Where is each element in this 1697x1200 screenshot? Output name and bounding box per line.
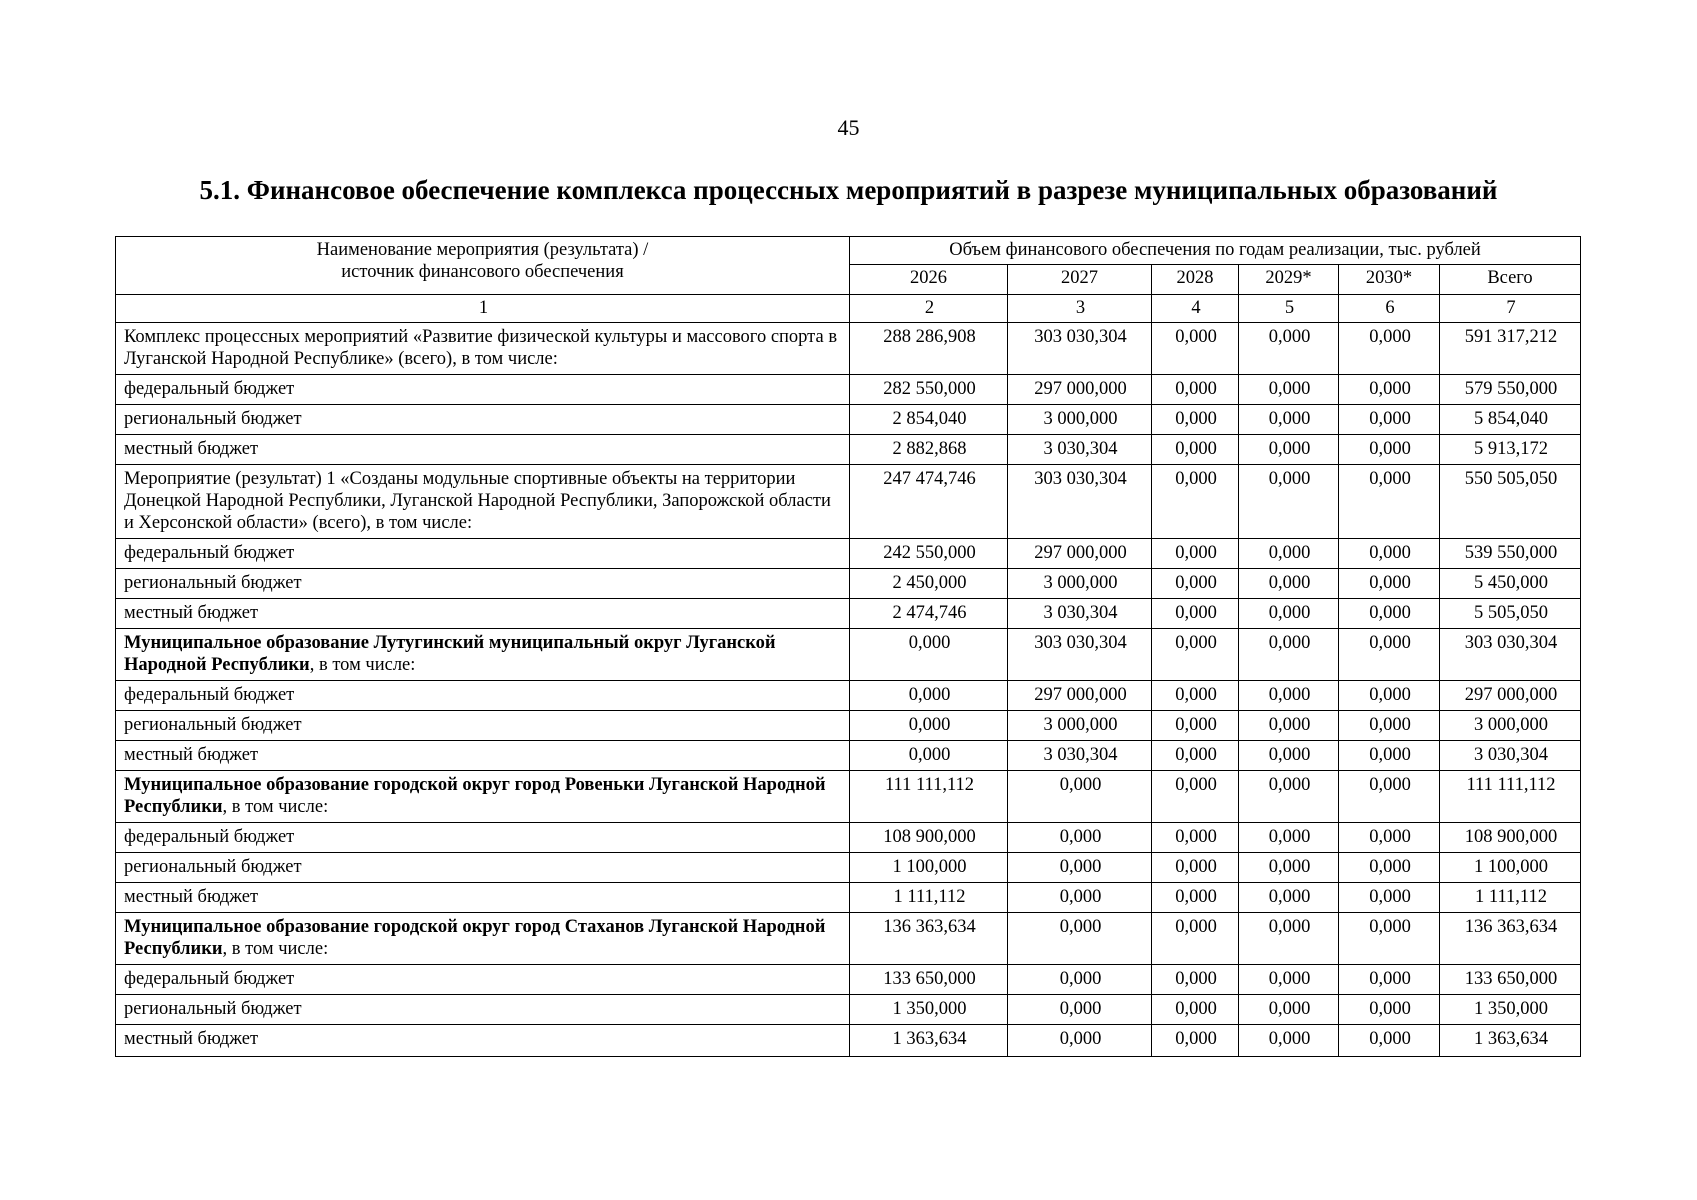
row-value: 3 000,000 [1008,405,1152,435]
row-value: 288 286,908 [850,323,1008,375]
row-value: 0,000 [1239,853,1339,883]
row-value: 0,000 [1152,965,1239,995]
row-name [116,965,850,995]
row-value: 0,000 [1152,569,1239,599]
table-row [116,323,1581,375]
row-total: 5 505,050 [1440,599,1581,629]
row-total: 1 363,634 [1440,1025,1581,1057]
row-value: 0,000 [1008,771,1152,823]
row-value: 3 030,304 [1008,599,1152,629]
row-value: 0,000 [1339,539,1440,569]
row-value: 0,000 [1239,629,1339,681]
row-name-text: , в том числе: [222,939,329,959]
row-name-bold: Муниципальное образование городской округ город Ровеньки Луганской Народной Республики [124,775,826,817]
row-value: 3 030,304 [1008,741,1152,771]
row-value: 0,000 [1239,913,1339,965]
row-value: 0,000 [1239,1025,1339,1057]
row-name [116,741,850,771]
row-total: 133 650,000 [1440,965,1581,995]
row-value: 0,000 [1152,539,1239,569]
header-volume: Объем финансового обеспечения по годам реализации, тыс. рублей [850,237,1581,265]
row-value: 133 650,000 [850,965,1008,995]
row-value: 2 882,868 [850,435,1008,465]
row-value: 0,000 [1152,1025,1239,1057]
row-total: 1 111,112 [1440,883,1581,913]
row-value: 0,000 [1339,771,1440,823]
row-name-text: федеральный бюджет [124,543,295,563]
row-value: 0,000 [1339,629,1440,681]
row-value: 3 000,000 [1008,569,1152,599]
row-value: 303 030,304 [1008,465,1152,539]
row-value: 0,000 [1239,465,1339,539]
row-value: 0,000 [1152,913,1239,965]
row-value: 0,000 [1339,965,1440,995]
row-total: 1 350,000 [1440,995,1581,1025]
row-value: 0,000 [1239,995,1339,1025]
column-index: 4 [1152,295,1239,323]
row-name-text: местный бюджет [124,1029,259,1049]
table-row [116,883,1581,913]
table-row [116,965,1581,995]
row-value: 0,000 [1008,965,1152,995]
row-name-text: региональный бюджет [124,573,302,593]
row-value: 0,000 [1239,405,1339,435]
row-name [116,539,850,569]
row-value: 0,000 [1152,681,1239,711]
row-value: 3 000,000 [1008,711,1152,741]
row-value: 297 000,000 [1008,375,1152,405]
row-name [116,599,850,629]
row-value: 0,000 [1339,711,1440,741]
row-value: 2 450,000 [850,569,1008,599]
row-value: 0,000 [1152,995,1239,1025]
row-value: 0,000 [1339,681,1440,711]
row-name-text: региональный бюджет [124,715,302,735]
row-value: 0,000 [1008,853,1152,883]
row-value: 0,000 [1008,913,1152,965]
column-index: 6 [1339,295,1440,323]
row-value: 303 030,304 [1008,323,1152,375]
row-name [116,995,850,1025]
row-name-bold: Муниципальное образование городской округ город Стаханов Луганской Народной Республики [124,917,826,959]
row-value: 0,000 [1239,823,1339,853]
row-total: 539 550,000 [1440,539,1581,569]
row-total: 579 550,000 [1440,375,1581,405]
column-index: 2 [850,295,1008,323]
financing-table [115,236,1581,1057]
table-row [116,405,1581,435]
row-total: 3 030,304 [1440,741,1581,771]
row-name-text: федеральный бюджет [124,685,295,705]
row-name [116,681,850,711]
table-row [116,435,1581,465]
header-name-line2: источник финансового обеспечения [341,262,624,282]
row-value: 0,000 [1339,995,1440,1025]
row-value: 0,000 [1239,771,1339,823]
row-value: 0,000 [1339,913,1440,965]
row-value: 1 363,634 [850,1025,1008,1057]
row-name-text: местный бюджет [124,745,259,765]
table-row [116,375,1581,405]
row-total: 1 100,000 [1440,853,1581,883]
row-total: 5 854,040 [1440,405,1581,435]
row-value: 0,000 [1239,569,1339,599]
row-value: 0,000 [1339,1025,1440,1057]
row-name [116,405,850,435]
row-total: 5 913,172 [1440,435,1581,465]
row-value: 0,000 [1339,405,1440,435]
row-name [116,323,850,375]
table-row [116,995,1581,1025]
row-value: 0,000 [1152,883,1239,913]
row-value: 0,000 [1239,681,1339,711]
row-value: 0,000 [850,681,1008,711]
row-name-text: местный бюджет [124,887,259,907]
row-value: 242 550,000 [850,539,1008,569]
header-name-column [116,237,850,295]
table-row [116,711,1581,741]
page-title: 5.1. Финансовое обеспечение комплекса процессных мероприятий в разрезе муниципальных образований [199,175,1498,205]
row-value: 0,000 [1152,375,1239,405]
table-row [116,741,1581,771]
row-value: 2 854,040 [850,405,1008,435]
row-value: 1 100,000 [850,853,1008,883]
row-name [116,1025,850,1057]
row-name [116,853,850,883]
row-name [116,435,850,465]
row-value: 1 350,000 [850,995,1008,1025]
row-value: 0,000 [1239,599,1339,629]
row-name-text: Комплекс процессных мероприятий «Развитие физической культуры и массового спорта в Луганской Народной Республике» (всего), в том числе: [124,327,838,369]
row-name [116,711,850,741]
row-value: 0,000 [1239,883,1339,913]
column-index: 3 [1008,295,1152,323]
table-row [116,853,1581,883]
row-value: 136 363,634 [850,913,1008,965]
row-name [116,823,850,853]
row-value: 111 111,112 [850,771,1008,823]
row-value: 0,000 [1152,741,1239,771]
row-value: 0,000 [850,741,1008,771]
row-value: 0,000 [850,629,1008,681]
row-name-text: федеральный бюджет [124,379,295,399]
header-total: Всего [1440,265,1581,295]
row-value: 0,000 [1339,465,1440,539]
row-name [116,569,850,599]
row-name [116,883,850,913]
row-value: 0,000 [1339,741,1440,771]
header-year: 2027 [1008,265,1152,295]
row-value: 108 900,000 [850,823,1008,853]
row-name [116,375,850,405]
row-value: 0,000 [1152,711,1239,741]
table-row [116,465,1581,539]
table-row [116,913,1581,965]
table-row [116,539,1581,569]
table-row [116,823,1581,853]
row-total: 591 317,212 [1440,323,1581,375]
row-total: 550 505,050 [1440,465,1581,539]
row-value: 0,000 [1339,823,1440,853]
table-row [116,681,1581,711]
row-value: 0,000 [1339,323,1440,375]
row-value: 0,000 [1239,539,1339,569]
column-index: 1 [116,295,850,323]
row-total: 136 363,634 [1440,913,1581,965]
row-value: 0,000 [1339,375,1440,405]
row-value: 0,000 [1152,823,1239,853]
row-total: 111 111,112 [1440,771,1581,823]
table-body [116,323,1581,1057]
row-value: 0,000 [1152,629,1239,681]
table-row [116,771,1581,823]
row-value: 0,000 [1008,995,1152,1025]
row-value: 2 474,746 [850,599,1008,629]
row-name [116,465,850,539]
row-value: 0,000 [1152,323,1239,375]
row-name [116,913,850,965]
row-value: 0,000 [1239,965,1339,995]
table-row [116,599,1581,629]
row-name-text: , в том числе: [222,797,329,817]
row-value: 0,000 [850,711,1008,741]
row-name-text: местный бюджет [124,439,259,459]
row-name [116,629,850,681]
row-value: 0,000 [1152,435,1239,465]
table-row [116,1025,1581,1057]
row-value: 0,000 [1152,853,1239,883]
row-value: 303 030,304 [1008,629,1152,681]
row-name [116,771,850,823]
row-value: 282 550,000 [850,375,1008,405]
column-index: 5 [1239,295,1339,323]
header-year: 2028 [1152,265,1239,295]
page-number: 45 [837,115,860,140]
row-total: 297 000,000 [1440,681,1581,711]
row-value: 0,000 [1339,435,1440,465]
table-row [116,629,1581,681]
row-name-text: Мероприятие (результат) 1 «Созданы модульные спортивные объекты на территории Донецкой Народной Республики, Луганской Народной Республики, Запорожской области и Херсонской области» (всего), в том числе: [124,469,831,533]
table-row [116,569,1581,599]
row-value: 0,000 [1008,1025,1152,1057]
row-value: 0,000 [1239,435,1339,465]
row-name-text: федеральный бюджет [124,969,295,989]
row-value: 3 030,304 [1008,435,1152,465]
row-value: 0,000 [1152,465,1239,539]
row-value: 0,000 [1339,853,1440,883]
row-name-text: региональный бюджет [124,857,302,877]
row-name-text: федеральный бюджет [124,827,295,847]
row-value: 297 000,000 [1008,539,1152,569]
row-total: 303 030,304 [1440,629,1581,681]
row-name-bold: Муниципальное образование Лутугинский муниципальный округ Луганской Народной Республики [124,633,776,675]
row-total: 5 450,000 [1440,569,1581,599]
header-name-line1: Наименование мероприятия (результата) / [316,240,649,260]
row-value: 0,000 [1339,569,1440,599]
row-value: 0,000 [1152,771,1239,823]
row-name-text: , в том числе: [309,655,416,675]
row-value: 0,000 [1339,599,1440,629]
row-value: 0,000 [1008,823,1152,853]
header-year: 2029* [1239,265,1339,295]
row-name-text: региональный бюджет [124,999,302,1019]
row-total: 3 000,000 [1440,711,1581,741]
row-value: 0,000 [1239,323,1339,375]
row-value: 0,000 [1152,599,1239,629]
column-index: 7 [1440,295,1581,323]
row-value: 1 111,112 [850,883,1008,913]
header-year: 2030* [1339,265,1440,295]
row-name-text: местный бюджет [124,603,259,623]
row-value: 0,000 [1008,883,1152,913]
row-name-text: региональный бюджет [124,409,302,429]
row-value: 0,000 [1239,741,1339,771]
row-value: 0,000 [1239,711,1339,741]
row-value: 0,000 [1152,405,1239,435]
row-value: 0,000 [1339,883,1440,913]
row-value: 297 000,000 [1008,681,1152,711]
row-value: 247 474,746 [850,465,1008,539]
row-total: 108 900,000 [1440,823,1581,853]
row-value: 0,000 [1239,375,1339,405]
header-year: 2026 [850,265,1008,295]
